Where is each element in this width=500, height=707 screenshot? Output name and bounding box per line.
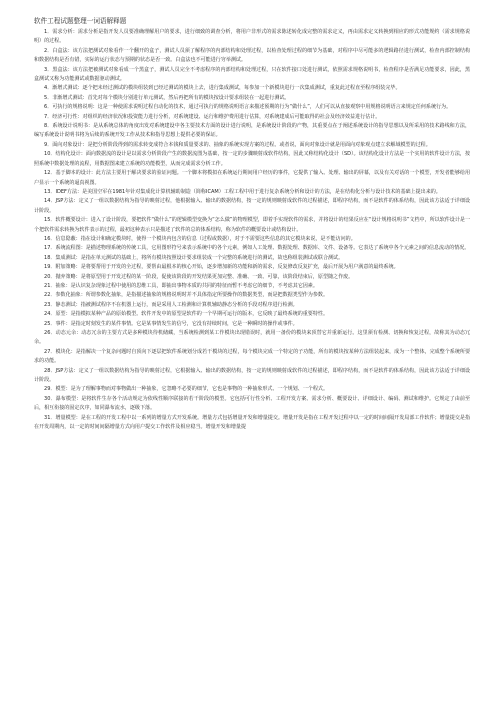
entry-model: 29．模型：是为了理解事物而对事物做出一种抽象，它忽略不必要的细节，它也是事物的一种抽象形式、一个规划、一个程式。 <box>44 386 328 393</box>
entry-economic-feasibility: 7．经济可行性：对组织的经济状况和投资能力进行分析，对系统建设、运行和维护费用进行估算，对系统建成后可能取得的社会及经济效益进行估计。 <box>44 113 381 120</box>
entry-incremental-testing: 4．渐增式测试：逐个把未经过测试的模块组装到已经过测试的模块上去，进行集成测试，每参加一个新模块进行一次集成测试，重复此过程直至程序组装完毕。 <box>44 85 401 92</box>
entry-idef-method: 13．IDEF方法：是美国空军在1981年针对集成化计算机辅助制造（简称ICAM）工程工程中用于进行复杂系统分析和设计的方法，是在结构化分析与设计技术的基础上提出来的。 <box>44 188 441 195</box>
entry-parameterized-abstraction: 22．参数化抽象：所谓参数化抽象，是指描述抽象的规格说明时并不具体指定所要操作的数据类型，而是把数据类型作为参数。 <box>44 292 328 299</box>
entry-requirements-analysis: 1．需求分析：需求分析是指开发人员要准确理解用户的要求，进行细致的调查分析，将用户非形式的需求陈述转化成完整的需求定义，再由需求定义转换到相应的形式功能规约（需求规格说明）的过程。 <box>34 29 470 45</box>
entry-oo-design: 9．面向对象设计：是把分析阶段得到的需求转变成符合本钱和质量要求的、抽象的系统实现方案的过程。或者说，面向对象设计就是用面向对象观点建立求解域模型的过程。 <box>44 141 431 148</box>
entry-list <box>34 28 470 432</box>
entry-structured-design: 10．结构化设计：面向数据流的设计是以需求分析阶段产生的数据流图为基础，按一定的步骤映射成软件结构，因此又称结构化设计（SD）。该结构化设计方法是一个实用的软件设计方法，按照系统中数据处理的流程，用数据图来建立系统的功能模型，从而完成需求分析工作。 <box>34 151 470 167</box>
entry-scenario-based-design: 12．基于脚本的设计：此方法主要用于解决要求的验证问题。一个脚本将模拟在系统运行期间用户经历的事件，它提供了输入、处理、输出的屏幕，以及有关对话的一个模型，开发者能够给用户显示一个系统的逼真视图。 <box>34 170 470 186</box>
entry-waterfall-model: 30．瀑布模型：是将软件生存各个活动规定为依线性顺序联接的若干阶段的模型。它包括可行性分析、工程开发方案、需求分析、概要设计、详细设计、编码、测试和维护。它规定了由前至后，相互衔接的固定次序，如同瀑布流水，逐级下落。 <box>34 395 470 412</box>
entry-information-hiding: 16．信息隐蔽：指在设计和确定模块时，使得一个模块内包含的信息（过程或数据），对于不需要这些信息的其它模块来说，是不能访问的。 <box>44 235 356 242</box>
entry-jsp-method-2: 28．JSP方法：定义了一组以数据结构为指导的映射过程，它根据输入、输出的数据结构，按一定的规则映射成软件的过程描述，即程序结构，而不是软件的体系结构，因此该方法适于详细设计阶段。 <box>34 367 470 384</box>
entry-executable-specification: 6．可执行的规格说明：这是一种使需求说明过程自动化的技术，通过可执行的规格说明语言来描述预期的行为“做什么”，人们可以从直接观察中用规格说明语言来规定任何系统行为。 <box>44 104 452 111</box>
entry-black-box: 3．黑盒法：该方法把被测试对象看成一个黑盒子，测试人员完全不考虑程序的内部结构和处理过程，只在软件接口处进行测试，依照需求规格说明书，检查程序是否满足功能要求，因此，黑盒测试又称为功能测试或数据驱动测试。 <box>34 66 470 83</box>
document-title: 软件工程试题整理一词语解释题 <box>34 17 127 25</box>
entry-integration-testing: 18．集成测试：是指在单元测试的基础上，将所有模块按照设计要求组装成一个完整的系统进行的测试，故也称组装测试或联合测试。 <box>44 254 344 261</box>
entry-additive-strategy: 19．附加策略：是将要帮用于开发的全过程，要帮由最根本的核心开始，逐步增加新的功能和新的需求，反复修改反复扩充，最后开展为用户满意的最终系统。 <box>44 264 399 271</box>
entry-event: 25．事件：是指定时刻发生的某件事情。它是某事情发生的信号，它没有持续时间，它是一种瞬时的操作或事件。 <box>44 320 298 327</box>
entry-modularization: 27．模块化：是指解决一个复杂问题时自顶向下逐层把软件系统划分成若干模块的过程，每个模块完成一个特定的子功能，所有的模块按某种方法组装起来，成为一个整体，完成整个系统所要求的功能。 <box>34 348 470 365</box>
entry-prototype: 24．原型：是指模拟某种产品的原始模型。软件开发中的原型是软件的一个早期可运行的版本，它反映了最终系统的重要特性。 <box>44 311 328 318</box>
entry-incremental-model: 31．增量模型：是在工程的开发工程中以一系列的增量方式开发系统。增量方式包括增量开发和增量提交。增量开发是指在工程开发过程中以一定的时间间隔开发局部工作软件；增量提交是指在开发周期内，以一定的时间间隔增量方式向用户提交工作软件及相应稳当。增量开发和增量提 <box>34 414 470 431</box>
entry-throwaway-strategy: 20．抛弃策略：是将原型用于开发过程的某一阶段，促使该阶段的开发结果更加完整、准确、一致、可靠，该阶段结束后，原型随之作废。 <box>44 273 354 280</box>
entry-preliminary-design: 15．软件概要设计：进入了设计阶段，要把软件“做什么”的逻辑模型变换为“怎么做”的物理模型，即着手实现软件的需求，并将设计的结果反应在“设计规格说明书”文档中，所以软件设计是一个把软件需求转换为软件表示的过程，最初这种表示只是描述了软件的总的体系结构，称为软件的概要设计或结构设计。 <box>34 217 470 233</box>
entry-abstraction: 21．抽象：是认识复杂现象过程中使用的思维工具，即抽出事物本质的共同的特征而暂不考虑它的细节，不考虑其它因素。 <box>44 282 318 289</box>
entry-static-testing: 23．静态测试：指被测试程序不在机器上运行，而是采用人工检测和计算机辅助静态分析的手段对程序进行检测。 <box>44 301 298 308</box>
entry-dynamic-redundancy: 26．动态元余：动态冗余的主要方式是多种模块待机储藏，当系统检测到某工作模块出现错误时，就用一备份的模块来顶替它并重新运行。这里须有检测、切换和恢复过程，故称其为动态冗余。 <box>34 330 470 346</box>
entry-jsp-method: 14．JSP方法：定义了一组以数据结构为指导的映射过程，他根据输入、输出的数据结构，按一定的规则映射成软件的过程描述，即程序结构，而不是软件的体系结构，因此该方法适于详细设计阶段。 <box>34 198 470 214</box>
entry-system-flowchart: 17．系统流程图：是描述物理系统的传统工具，它用图形符号来表示系统中的各个元素，例如人工处理、数据处理、数据库、文件、设备等。它表达了系统中各个元素之间的信息流动的情况。 <box>44 245 470 252</box>
entry-non-incremental-testing: 5．非渐增式测试：首先对每个模块分别进行单元测试，然后再把所有的模块按设计要求组装在一起进行测试。 <box>44 94 290 101</box>
entry-white-box: 2．白盒法：该方法把测试对象看作一个翻开的盒子，测试人员须了解程序的内部结构和处理过程，以检查处理过程的细节为基础，对程序中尽可能多的逻辑路径进行测试，检查内部控制结构和数据结构是否有错，实际的运行状态与预期的状态是否一致。白盒法也不可能进行穷举测试。 <box>34 47 470 64</box>
entry-system-design-spec: 8．系统设计说明书：是从系统总体的角度出发对系统建设中各主要技术方面的设计进行说明，是系统设计阶段的产物，其重要点在于阐述系统设计的指导思想以及所采用的技术路线和方法，编写系统设计说明书将为后续的系统开发工作从技术和指导思想上提供必要的保证。 <box>34 123 470 139</box>
